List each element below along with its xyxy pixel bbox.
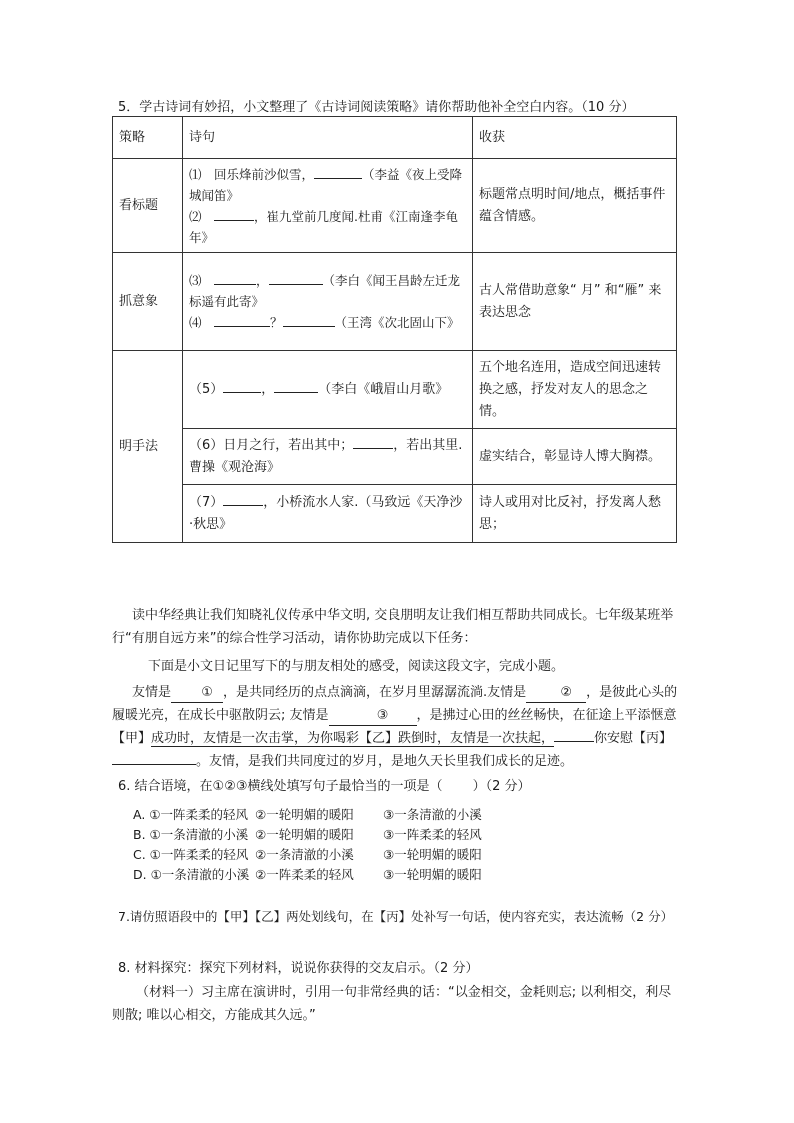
header-gain: 收获 — [473, 117, 677, 159]
poem-text: ？ — [270, 315, 283, 330]
poem-source: ，若出其里.曹操《观沧海》 — [189, 438, 463, 475]
poem-text: （5） — [189, 382, 224, 397]
strategy-cell: 看标题 — [113, 159, 183, 253]
option-d[interactable]: D. ①一条清澈的小溪 ②一阵柔柔的轻风 ③一轮明媚的暖阳 — [133, 867, 482, 882]
passage-blank-2[interactable]: ② — [526, 684, 586, 703]
answer-blank[interactable] — [214, 312, 270, 327]
underlined-sentence: 成功时，友情是一次击掌，为你喝彩【乙】跌倒时，友情是一次扶起， — [151, 731, 555, 746]
passage-text: 友情是 — [132, 685, 172, 700]
poem-source: （王湾《次北固山下》 — [334, 315, 460, 330]
passage-blank-3[interactable]: ③ — [329, 707, 417, 726]
passage-text: ，是共同经历的点点滴滴，在岁月里潺潺流淌.友情是 — [223, 685, 527, 700]
poem-source: ，小桥流水人家.（马致远《天净沙·秋思》 — [189, 495, 463, 532]
intro-instruction: 下面是小文日记里写下的与朋友相处的感受，阅读这段文字，完成小题。 — [148, 659, 565, 674]
poem-text: （6）日月之行，若出其中； — [189, 438, 354, 453]
option-b[interactable]: B. ①一条清澈的小溪 ②一轮明媚的暖阳 ③一阵柔柔的轻风 — [133, 827, 482, 842]
poem-text: ， — [256, 273, 269, 288]
header-poem: 诗句 — [183, 117, 473, 159]
table-row — [113, 253, 677, 351]
poem-source: （李白《闻王昌龄左迁龙标遥有此寄》 — [189, 273, 461, 309]
passage-text: ，是拂过心田的丝丝畅快，在征途上平添惬意【甲】 — [112, 708, 677, 746]
diary-passage — [112, 681, 682, 773]
strategy-table — [112, 116, 677, 543]
strategy-cell: 抓意象 — [113, 253, 183, 351]
answer-blank[interactable] — [214, 206, 254, 221]
answer-blank[interactable] — [353, 434, 393, 449]
table-row — [113, 485, 677, 543]
poem-text: ， — [261, 382, 275, 397]
poem-text: ⑴ 回乐烽前沙似雪， — [189, 166, 315, 182]
table-header-row — [113, 117, 677, 159]
answer-blank[interactable] — [269, 270, 323, 285]
strategy-cell: 明手法 — [113, 351, 183, 543]
answer-blank[interactable] — [314, 164, 362, 179]
poem-cell — [183, 485, 473, 543]
gain-cell: 标题常点明时间/地点，概括事件蕴含情感。 — [473, 159, 677, 253]
poem-cell — [183, 351, 473, 429]
gain-cell: 诗人或用对比反衬，抒发离人愁思； — [473, 485, 677, 543]
question-8-stem: 8. 材料探究：探究下列材料，说说你获得的交友启示。（2 分） — [118, 961, 479, 976]
poem-text: ⑵ — [189, 208, 215, 224]
passage-text: ，是彼此心头的履暖光亮，在成长中驱散阴云; 友情是 — [112, 685, 678, 723]
answer-blank[interactable] — [223, 491, 263, 506]
answer-blank[interactable] — [214, 270, 256, 285]
poem-text: （7） — [189, 495, 224, 510]
question-5-title: 5．学古诗词有妙招，小文整理了《古诗词阅读策略》请你帮助他补全空白内容。（10 分） — [118, 100, 635, 115]
passage-blank-fill[interactable] — [554, 741, 594, 742]
intro-paragraph: 读中华经典让我们知晓礼仪传承中华文明, 交良朋明友让我们相互帮助共同成长。七年级某班举行“有朋自远方来”的综合性学习活动，请你协助完成以下任务： — [112, 608, 674, 646]
question-6-options — [133, 805, 482, 885]
gain-cell: 虚实结合，彰显诗人博大胸襟。 — [473, 429, 677, 485]
gain-cell: 古人常借助意象“ 月” 和“雁” 来表达思念 — [473, 253, 677, 351]
poem-source: ，崔九堂前几度闻.杜甫《江南逢李龟年》 — [189, 208, 458, 245]
passage-text: 。友情，是我们共同度过的岁月，是地久天长里我们成长的足迹。 — [196, 754, 574, 769]
poem-cell — [183, 429, 473, 485]
question-8-material: （材料一）习主席在演讲时，引用一句非常经典的话：“以金相交，金耗则忘; 以利相交，利尽则散; 唯以心相交，方能成其久远。” — [112, 985, 672, 1023]
table-row — [113, 429, 677, 485]
option-a[interactable]: A. ①一阵柔柔的轻风 ②一轮明媚的暖阳 ③一条清澈的小溪 — [133, 807, 482, 822]
answer-blank[interactable] — [274, 378, 318, 393]
option-c[interactable]: C. ①一阵柔柔的轻风 ②一条清澈的小溪 ③一轮明媚的暖阳 — [133, 847, 482, 862]
passage-text: 你安慰【丙】 — [594, 731, 673, 746]
poem-source: （李白《峨眉山月歌》 — [318, 382, 449, 397]
answer-blank[interactable] — [223, 378, 261, 393]
table-row — [113, 159, 677, 253]
passage-blank-bing[interactable] — [112, 764, 196, 765]
poem-cell — [183, 159, 473, 253]
passage-blank-1[interactable]: ① — [171, 684, 223, 703]
header-strategy: 策略 — [113, 117, 183, 159]
question-6-stem: 6. 结合语境，在①②③横线处填写句子最恰当的一项是（ ）（2 分） — [118, 779, 531, 794]
poem-source: （李益《夜上受降城闻笛》 — [189, 166, 463, 203]
table-row — [113, 351, 677, 429]
poem-text: ⑷ — [189, 315, 215, 330]
question-7-stem: 7.请仿照语段中的【甲】【乙】两处划线句，在【丙】处补写一句话，使内容充实，表达流畅（2 分） — [118, 909, 674, 924]
poem-text: ⑶ — [189, 273, 215, 288]
poem-cell — [183, 253, 473, 351]
gain-cell: 五个地名连用，造成空间迅速转换之感，抒发对友人的思念之情。 — [473, 351, 677, 429]
answer-blank[interactable] — [283, 312, 335, 327]
